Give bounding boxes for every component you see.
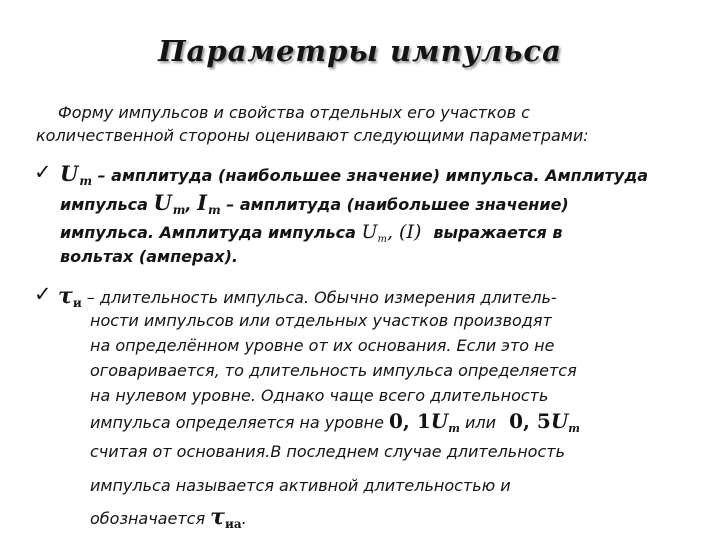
- checkmark-icon: ✓: [34, 160, 52, 184]
- duration-line-4: [90, 361, 577, 381]
- active-duration-symbol: $\tau_{иа}$: [210, 504, 242, 531]
- checkmark-icon: ✓: [34, 282, 52, 306]
- level-05-value: 0, $5U_m$: [509, 409, 580, 435]
- amplitude-line-2: [60, 190, 569, 220]
- duration-line-6: [90, 411, 580, 439]
- duration-line-5: [90, 386, 548, 406]
- amplitude-symbol: $U_m$: [60, 161, 93, 188]
- duration-text-7: считая от основания.В последнем случае длительность: [90, 442, 566, 461]
- current-symbol-small: I: [406, 221, 414, 243]
- duration-line-7: [90, 442, 565, 462]
- amplitude-line-1: [60, 161, 649, 191]
- duration-text-1: – длительность импульса. Обычно измерения длитель-: [81, 288, 557, 307]
- duration-text-9-end: .: [241, 509, 247, 528]
- intro-text-2: количественной стороны оценивают следующими параметрами:: [36, 126, 589, 145]
- duration-line-9: [90, 504, 247, 534]
- duration-line-1: [58, 283, 557, 313]
- duration-text-or: или: [459, 413, 502, 432]
- duration-text-2: ности импульсов или отдельных участков производят: [90, 311, 552, 330]
- amplitude-text-4: вольтах (амперах).: [60, 247, 238, 266]
- duration-symbol: $\tau_и$: [58, 283, 82, 310]
- duration-text-4: оговаривается, то длительность импульса определяется: [90, 361, 577, 380]
- voltage-symbol-small: $U_m$: [361, 221, 387, 245]
- duration-line-3: [90, 336, 554, 356]
- duration-text-5: на нулевом уровне. Однако чаще всего длительность: [90, 386, 549, 405]
- amplitude-line-4: [60, 247, 238, 267]
- intro-text-1: Форму импульсов и свойства отдельных его участков с: [58, 103, 530, 122]
- amplitude-text-1: – амплитуда (наибольшее значение) импульса. Амплитуда: [92, 166, 649, 185]
- duration-text-9: обозначается: [90, 509, 211, 528]
- symbol-close-paren: ): [413, 221, 422, 243]
- amplitude-line-3: [60, 222, 563, 250]
- amplitude-text-2a: импульса: [60, 195, 154, 214]
- voltage-amplitude-symbol: $U_m$: [153, 190, 186, 217]
- page-title: Параметры импульса: [158, 34, 562, 68]
- intro-line-2: [36, 126, 589, 146]
- current-amplitude-symbol: $I_m$: [197, 190, 221, 217]
- amplitude-text-3b: выражается в: [433, 223, 563, 242]
- duration-text-8: импульса называется активной длительностью и: [90, 476, 511, 495]
- amplitude-comma: ,: [185, 195, 198, 214]
- duration-text-6a: импульса определяется на уровне: [90, 413, 390, 432]
- symbol-separator: , (: [386, 221, 407, 243]
- amplitude-text-3a: импульса. Амплитуда импульса: [60, 223, 362, 242]
- duration-line-8: [90, 476, 511, 496]
- intro-line-1: [58, 103, 530, 123]
- duration-line-2: [90, 311, 552, 331]
- duration-text-3: на определённом уровне от их основания. Если это не: [90, 336, 555, 355]
- level-01-value: 0, $1U_m$: [389, 409, 460, 435]
- amplitude-text-2b: – амплитуда (наибольшее значение): [220, 195, 569, 214]
